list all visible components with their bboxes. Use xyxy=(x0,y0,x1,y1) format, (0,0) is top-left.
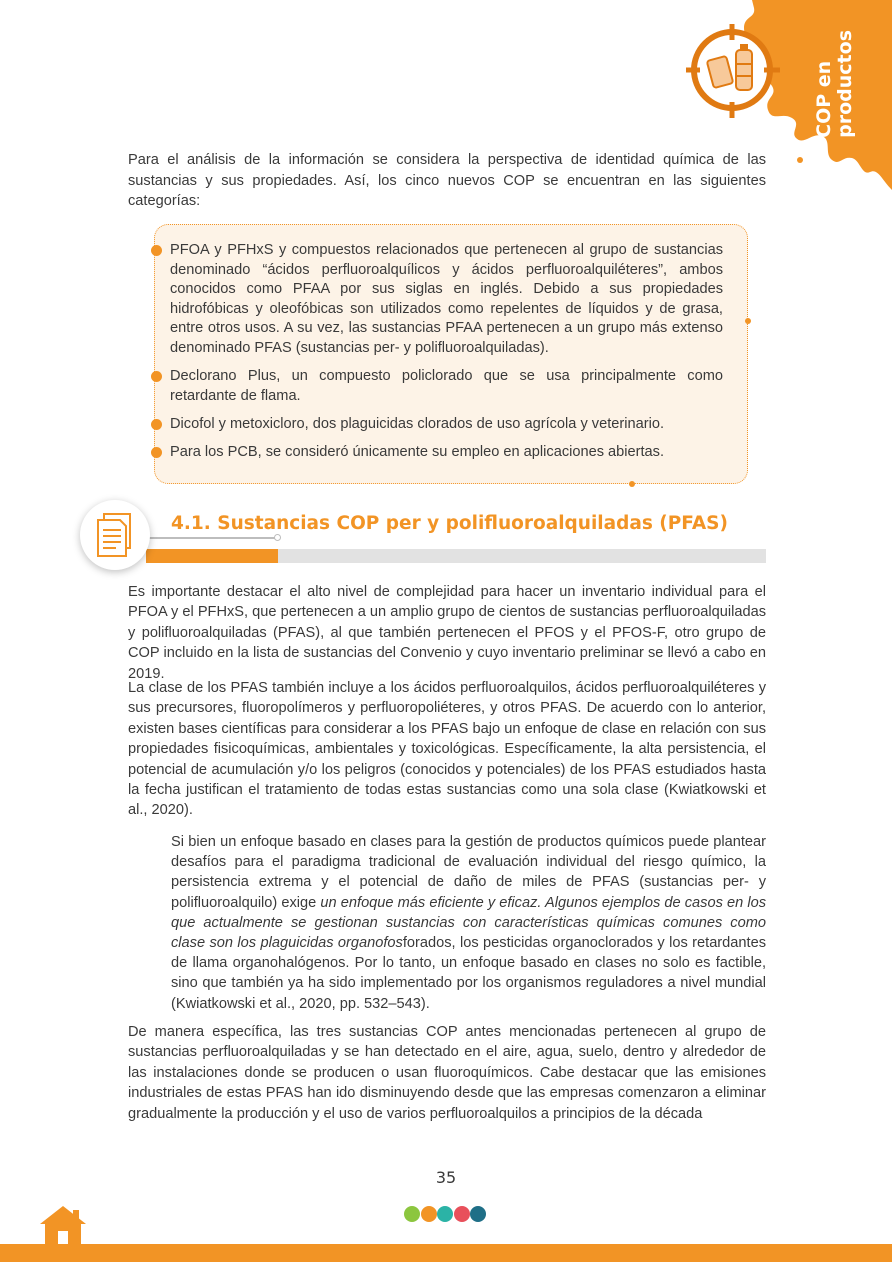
color-dots xyxy=(404,1206,487,1222)
color-dot xyxy=(404,1206,420,1222)
categories-list xyxy=(170,241,723,471)
body-paragraph: Es importante destacar el alto nivel de complejidad para hacer un inventario individual para el PFOA y el PFHxS, que pertenecen a un amplio grupo de cientos de sustancias perfluoroalquiladas y polifluoroalquiladas (PFAS), al que también pertenecen el PFOS y el PFOS-F, otro grupo de COP incluido en la lista de sustancias del Convenio y cuyo inventario preliminar se llevó a cabo en 2019. xyxy=(128,584,766,682)
block-quote: Si bien un enfoque basado en clases para la gestión de productos químicos puede plantear desafíos para el paradigma tradicional de evaluación individual del riesgo químico, la persistencia extrema y el potencial de daño de miles de PFAS (sustancias per- y polifluoroalquilo) exige un enfoque más eficiente y eficaz. Algunos ejemplos de casos en los que actualmente se gestionan sustancias con características químicas comunes como clase son los plaguicidas organofosforados, los pesticidas organoclorados y los retardantes de llama organohalógenos. Por lo tanto, un enfoque basado en clases no solo es factible, sino que también ya ha sido implementado por los organismos reguladores a nivel mundial (Kwiatkowski et al., 2020, pp. 532–543). xyxy=(171,834,766,1012)
decor-dot xyxy=(629,481,635,487)
bullet-dot xyxy=(151,419,162,430)
list-item: Para los PCB, se consideró únicamente su empleo en aplicaciones abiertas. xyxy=(170,443,723,463)
body-paragraph: De manera específica, las tres sustancias COP antes mencionadas pertenecen al grupo de sustancias perfluoroalquiladas y se han detectado en el aire, agua, suelo, dentro y alrededor de las instalaciones donde se producen o usan fluoroquímicos. Cabe destacar que las emisiones industriales de estas PFAS han ido disminuyendo desde que las empresas comenzaron a eliminar gradualmente la producción y el uso de varios perfluoroalquilos a principios de la década xyxy=(128,1024,766,1122)
color-dot xyxy=(470,1206,486,1222)
heading-bar-accent xyxy=(146,549,278,563)
list-item: PFOA y PFHxS y compuestos relacionados que pertenecen al grupo de sustancias denominado “ácidos perfluoroalquílicos y ácidos perfluoroalquiléteres”, ambos conocidos como PFAA por sus siglas en inglés. Debido a sus propiedades hidrofóbicas y oleofóbicas son utilizados como repelentes de líquidos y de grasa, entre otros usos. A su vez, las sustancias PFAA pertenecen a un grupo más extenso denominado PFAS (sustancias per- y polifluoroalquiladas). xyxy=(170,241,723,359)
bullet-dot xyxy=(151,245,162,256)
color-dot xyxy=(437,1206,453,1222)
list-item: Dicofol y metoxicloro, dos plaguicidas clorados de uso agrícola y veterinario. xyxy=(170,415,723,435)
products-target-icon xyxy=(686,24,780,118)
bullet-dot xyxy=(151,371,162,382)
heading-rule xyxy=(146,537,276,539)
bullet-dot xyxy=(151,447,162,458)
page-number: 35 xyxy=(435,1168,457,1187)
heading-rule-dot xyxy=(274,534,281,541)
section-label: COP en productos xyxy=(813,30,856,138)
color-dot xyxy=(421,1206,437,1222)
intro-paragraph: Para el análisis de la información se considera la perspectiva de identidad química de las sustancias y sus propiedades. Así, los cinco nuevos COP se encuentran en las siguientes categorías: xyxy=(128,152,766,209)
decor-dot xyxy=(745,318,751,324)
body-paragraph: La clase de los PFAS también incluye a los ácidos perfluoroalquilos, ácidos perfluoroalquiléteres y sus precursores, fluoropolímeros y perfluoropoliéteres, y otros PFAS. De acuerdo con lo anterior, existen bases científicas para considerar a los PFAS bajo un enfoque de clase en relación con sus propiedades fisicoquímicas, ambientales y toxicológicas. Específicamente, la alta persistencia, el potencial de acumulación y/o los peligros (conocidos y potenciales) de los PFAS estudiados hasta la fecha justifican el tratamiento de todas estas sustancias como una sola clase (Kwiatkowski et al., 2020). xyxy=(128,680,766,819)
footer-bar xyxy=(0,1244,892,1262)
documents-icon xyxy=(94,512,136,558)
section-icon-badge xyxy=(80,500,150,570)
section-title: 4.1. Sustancias COP per y polifluoroalquiladas (PFAS) xyxy=(171,513,728,534)
home-icon[interactable] xyxy=(38,1204,88,1244)
section-heading xyxy=(80,498,770,573)
color-dot xyxy=(454,1206,470,1222)
list-item: Declorano Plus, un compuesto policlorado que se usa principalmente como retardante de flama. xyxy=(170,367,723,406)
